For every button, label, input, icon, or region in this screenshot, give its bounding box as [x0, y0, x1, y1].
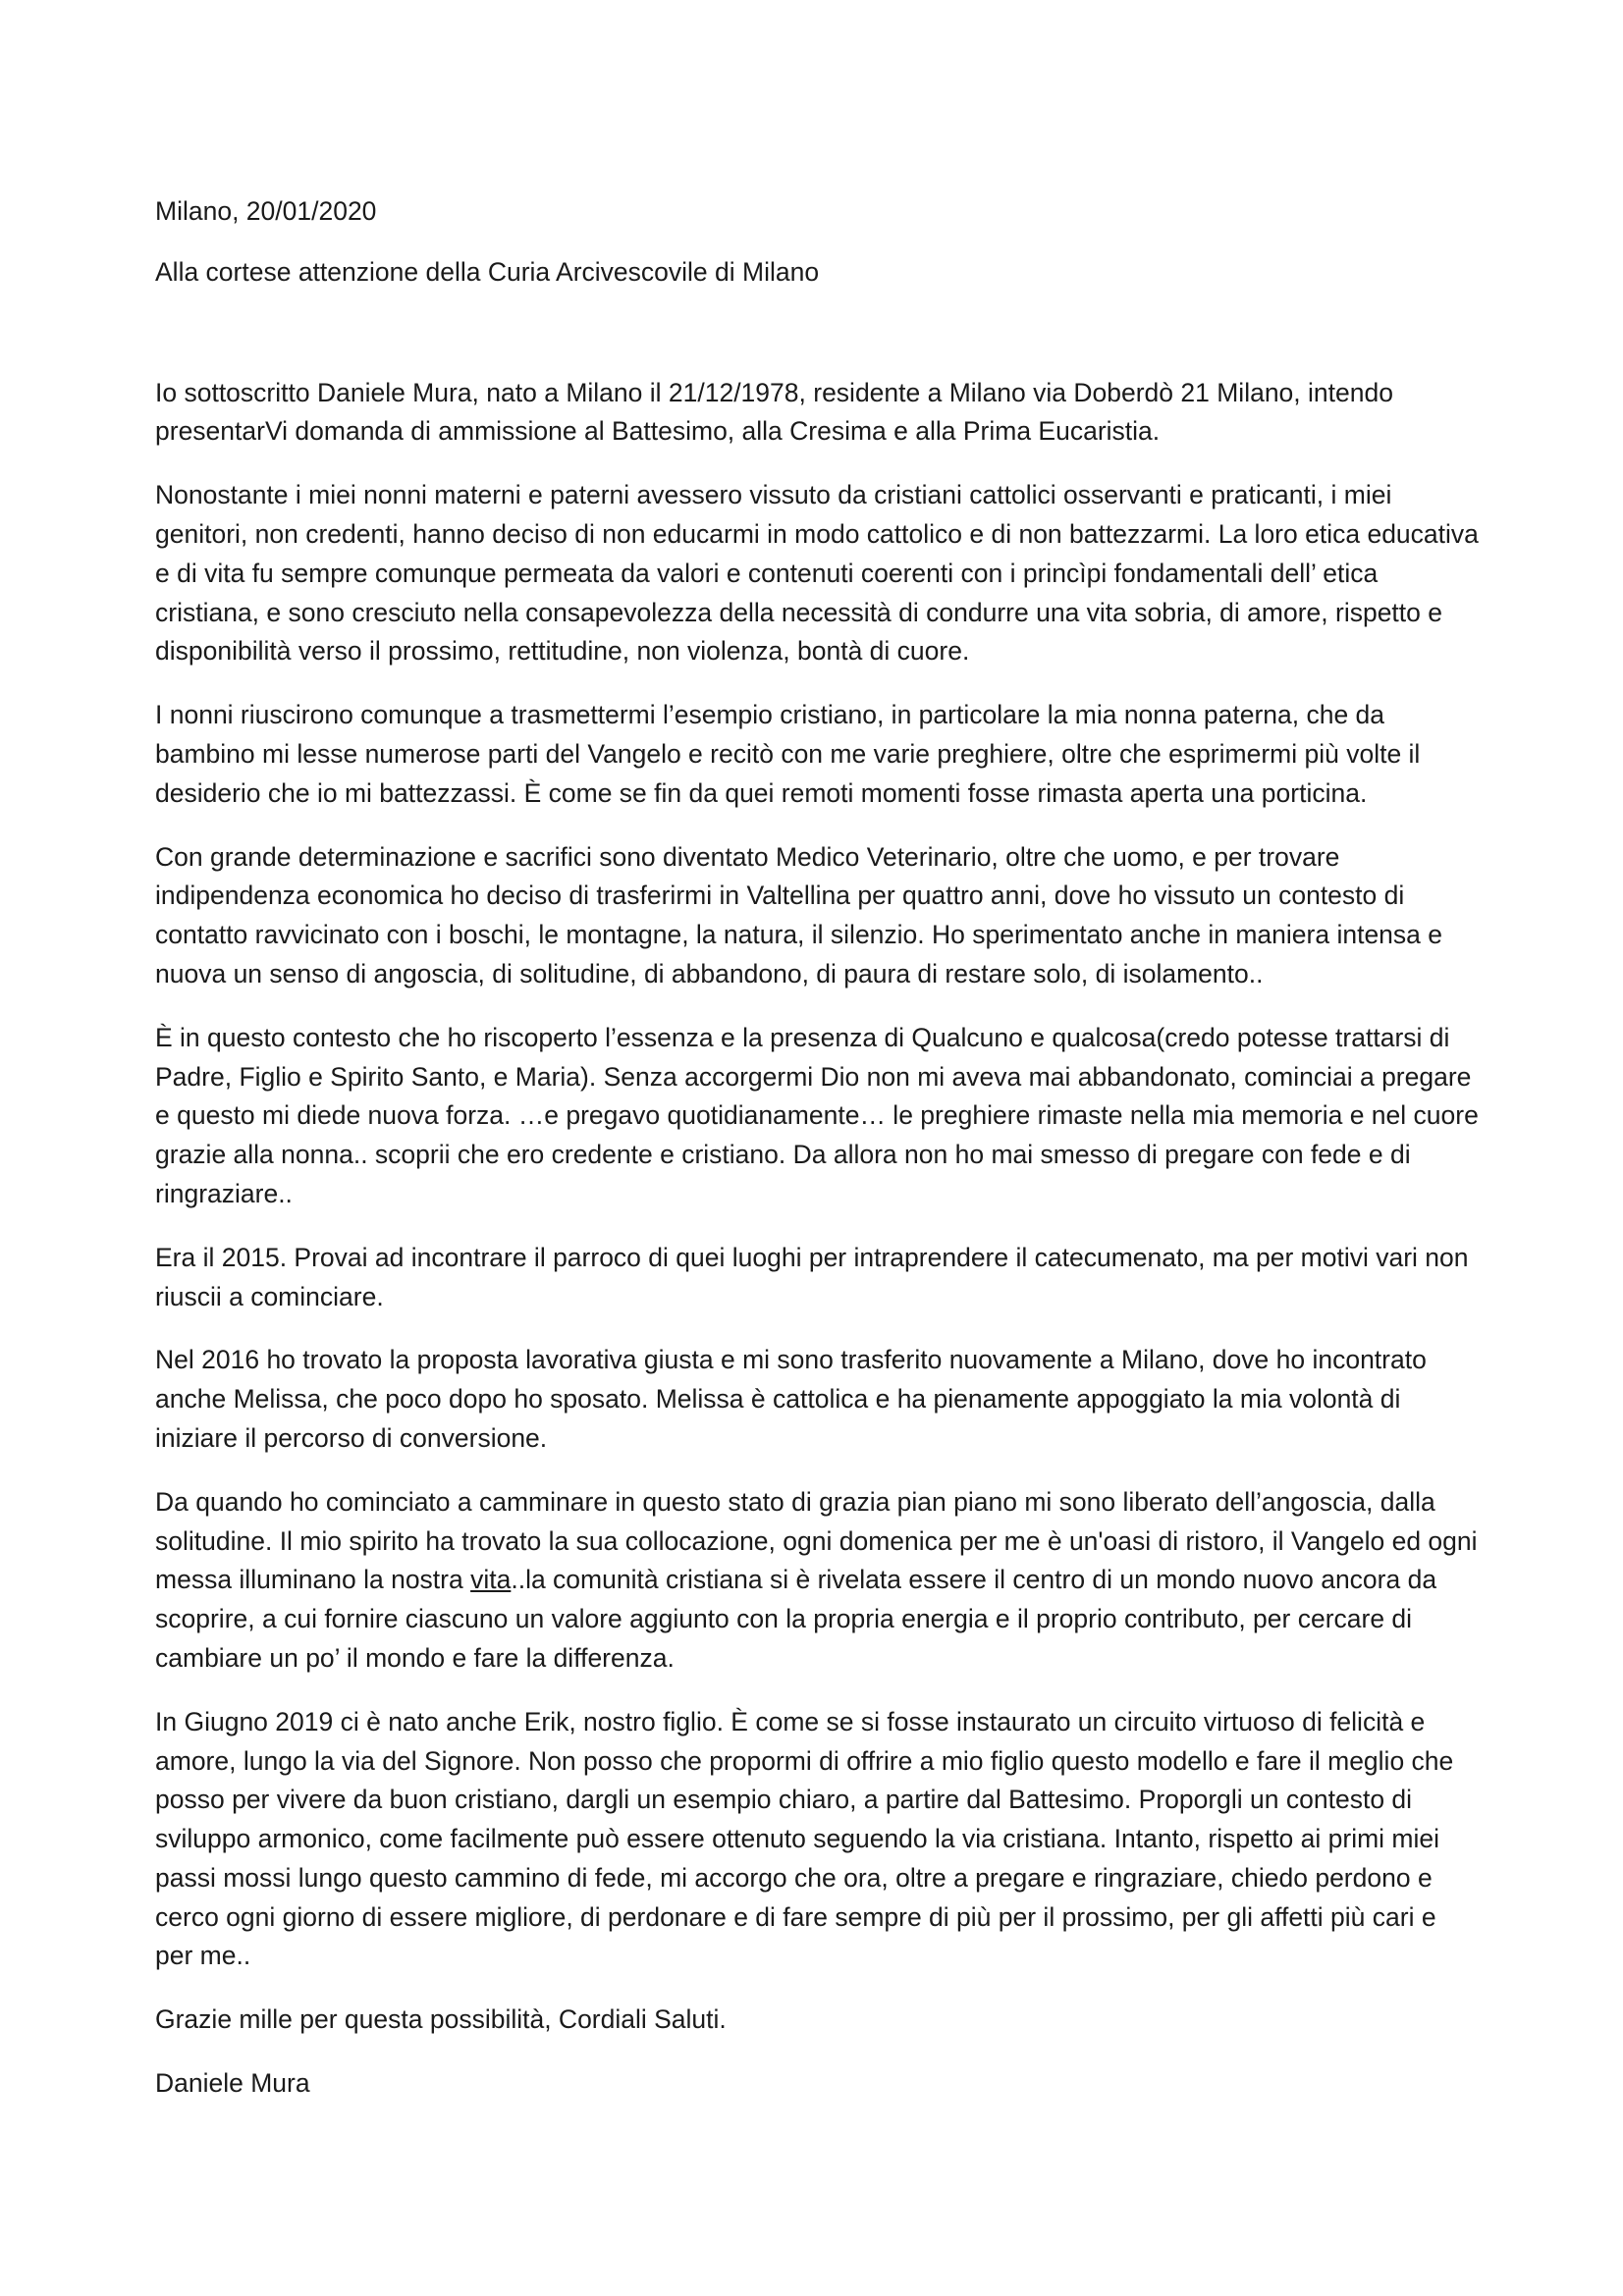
recipient-line: Alla cortese attenzione della Curia Arcivescovile di Milano [155, 256, 820, 287]
paragraph-grace-part-2: ..la comunità cristiana si è rivelata essere il centro di un mondo nuovo ancora da scoprire, a cui fornire ciascuno un valore aggiunto con la propria energia e il proprio contributo, per cercare di cambiare un po’ il mondo e fare la differenza. [155, 1565, 1437, 1673]
paragraph-valtellina: Con grande determinazione e sacrifici sono diventato Medico Veterinario, oltre che uomo, e per trovare indipendenza economica ho deciso di trasferirmi in Valtellina per quattro anni, dove ho vissuto un contesto di contatto ravvicinato con i boschi, le montagne, la natura, il silenzio. Ho sperimentato anche in maniera intensa e nuova un senso di angoscia, di solitudine, di abbandono, di paura di restare solo, di isolamento.. [155, 841, 1443, 988]
paragraph-grace [155, 1483, 1481, 1679]
date-line: Milano, 20/01/2020 [155, 196, 377, 226]
paragraph-introduction: Io sottoscritto Daniele Mura, nato a Milano il 21/12/1978, residente a Milano via Doberdò 21 Milano, intendo presentarVi domanda di ammissione al Battesimo, alla Cresima e alla Prima Eucaristia. [155, 377, 1393, 447]
paragraph-son: In Giugno 2019 ci è nato anche Erik, nostro figlio. È come se si fosse instaurato un circuito virtuoso di felicità e amore, lungo la via del Signore. Non posso che propormi di offrire a mio figlio questo modello e fare il meglio che posso per vivere da buon cristiano, dargli un esempio chiaro, a partire dal Battesimo. Proporgli un contesto di sviluppo armonico, come facilmente può essere ottenuto seguendo la via cristiana. Intanto, rispetto ai primi miei passi mossi lungo questo cammino di fede, mi accorgo che ora, oltre a pregare e ringraziare, chiedo perdono e cerco ogni giorno di essere migliore, di perdonare e di fare sempre di più per il prossimo, per gli affetti più cari e per me.. [155, 1706, 1454, 1971]
closing-line: Grazie mille per questa possibilità, Cordiali Saluti. [155, 2004, 727, 2035]
paragraph-2015: Era il 2015. Provai ad incontrare il parroco di quei luoghi per intraprendere il catecumenato, ma per motivi vari non riuscii a cominciare. [155, 1242, 1469, 1311]
underlined-word: vita [470, 1565, 512, 1595]
signature-name: Daniele Mura [155, 2068, 310, 2099]
paragraph-grace-part-1: Da quando ho cominciato a camminare in questo stato di grazia pian piano mi sono liberato dell’angoscia, dalla solitudine. Il mio spirito ha trovato la sua collocazione, ogni domenica per me è un'oasi di ristoro, il Vangelo ed ogni messa illuminano la nostra [155, 1486, 1478, 1595]
letter-body [155, 192, 1481, 2128]
paragraph-family: Nonostante i miei nonni materni e paterni avessero vissuto da cristiani cattolici osservanti e praticanti, i miei genitori, non credenti, hanno deciso di non educarmi in modo cattolico e di non battezzarmi. La loro etica educativa e di vita fu sempre comunque permeata da valori e contenuti coerenti con i princìpi fondamentali dell’ etica cristiana, e sono cresciuto nella consapevolezza della necessità di condurre una vita sobria, di amore, rispetto e disponibilità verso il prossimo, rettitudine, non violenza, bontà di cuore. [155, 480, 1479, 667]
paragraph-rediscovery: È in questo contesto che ho riscoperto l’essenza e la presenza di Qualcuno e qualcosa(credo potesse trattarsi di Padre, Figlio e Spirito Santo, e Maria). Senza accorgermi Dio non mi aveva mai abbandonato, cominciai a pregare e questo mi diede nuova forza. …e pregavo quotidianamente… le preghiere rimaste nella mia memoria e nel cuore grazie alla nonna.. scoprii che ero credente e cristiano. Da allora non ho mai smesso di pregare con fede e di ringraziare.. [155, 1022, 1479, 1208]
paragraph-2016: Nel 2016 ho trovato la proposta lavorativa giusta e mi sono trasferito nuovamente a Milano, dove ho incontrato anche Melissa, che poco dopo ho sposato. Melissa è cattolica e ha pienamente appoggiato la mia volontà di iniziare il percorso di conversione. [155, 1345, 1427, 1453]
paragraph-grandparents: I nonni riuscirono comunque a trasmettermi l’esempio cristiano, in particolare la mia nonna paterna, che da bambino mi lesse numerose parti del Vangelo e recitò con me varie preghiere, oltre che esprimermi più volte il desiderio che io mi battezzassi. È come se fin da quei remoti momenti fosse rimasta aperta una porticina. [155, 700, 1421, 808]
